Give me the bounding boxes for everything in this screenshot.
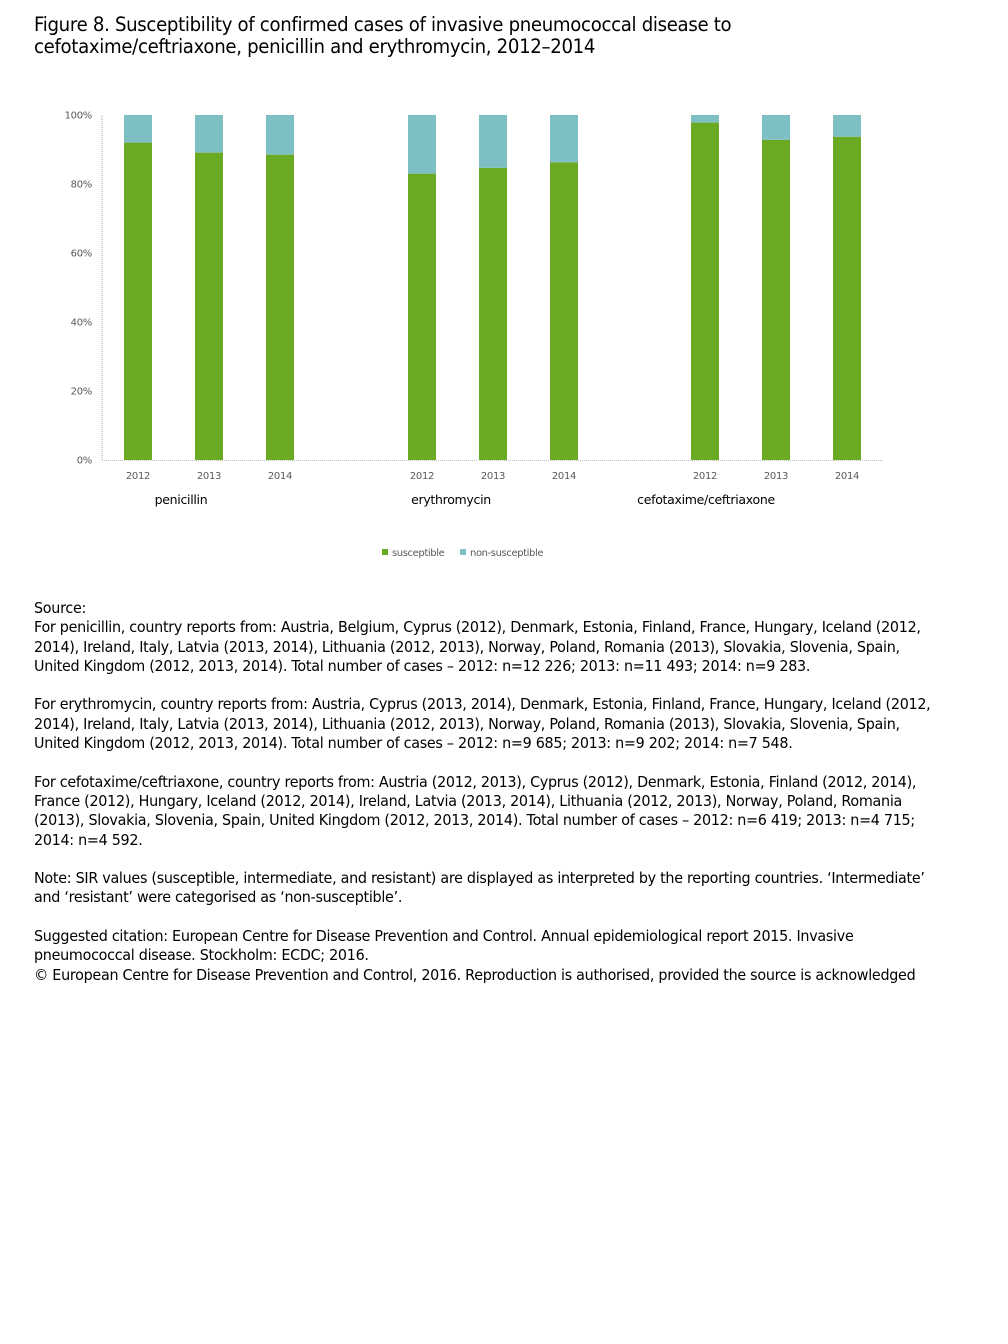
group-label: penicillin [154,492,208,507]
citation-paragraph [34,927,974,985]
penicillin-note-line: 2014), Ireland, Italy, Latvia (2013, 2014), Lithuania (2012, 2013), Norway, Poland, Romania (2013), Slovakia, Slovenia, Spain, [34,637,900,656]
y-tick-label: 60% [70,248,92,260]
bar-non-susceptible [266,115,294,155]
group-label: cefotaxime/ceftriaxone [637,492,775,507]
bar-non-susceptible [479,115,507,168]
bar-susceptible [691,123,719,460]
chart-canvas [0,90,1008,580]
x-tick-label: 2013 [480,471,506,482]
penicillin-note-line: United Kingdom (2012, 2013, 2014). Total number of cases – 2012: n=12 226; 2013: n=11 493; 2014: n=9 283. [34,656,811,675]
y-tick-label: 100% [64,110,92,122]
legend-label-non-susceptible: non-susceptible [470,548,544,559]
cefotaxime-paragraph [34,773,974,850]
y-tick-label: 40% [70,317,92,329]
source-paragraph [34,599,974,676]
bar-susceptible [266,155,294,460]
y-tick-label: 20% [70,386,92,398]
bar-susceptible [124,143,152,460]
x-tick-label: 2014 [267,471,293,482]
sir-note-line: Note: SIR values (susceptible, intermediate, and resistant) are displayed as interpreted by the reporting countries. ‘Intermediate’ [34,869,925,888]
bar-susceptible [195,153,223,460]
bar-susceptible [408,174,436,460]
x-tick-label: 2014 [551,471,577,482]
bar-non-susceptible [833,115,861,137]
group-label: erythromycin [411,492,491,507]
bar-non-susceptible [195,115,223,153]
bar-non-susceptible [691,115,719,123]
x-tick-label: 2013 [196,471,222,482]
copyright-line: © European Centre for Disease Prevention and Control, 2016. Reproduction is authorised, provided the source is acknowledged [34,965,916,984]
bar-susceptible [479,168,507,460]
cefotaxime-note-line: 2014: n=4 592. [34,830,143,849]
x-tick-label: 2012 [125,471,151,482]
sir-note-paragraph [34,869,974,908]
bar-non-susceptible [124,115,152,143]
bar-non-susceptible [550,115,578,162]
cefotaxime-note-line: (2013), Slovakia, Slovenia, Spain, United Kingdom (2012, 2013, 2014). Total number of cases – 2012: n=6 419; 2013: n=4 715; [34,811,915,830]
x-tick-label: 2012 [409,471,435,482]
citation-line: Suggested citation: European Centre for Disease Prevention and Control. Annual epidemiological report 2015. Invasive [34,927,854,946]
sir-note-line: and ‘resistant’ were categorised as ‘non-susceptible’. [34,888,403,907]
legend-swatch-non-susceptible [460,549,466,555]
figure-title-line-2: cefotaxime/ceftriaxone, penicillin and erythromycin, 2012–2014 [34,35,596,58]
x-tick-label: 2014 [834,471,860,482]
legend-label-susceptible: susceptible [392,548,445,559]
figure-title [34,14,871,58]
x-tick-label: 2013 [763,471,789,482]
y-tick-label: 0% [76,455,92,467]
bar-non-susceptible [408,115,436,174]
erythromycin-paragraph [34,695,974,753]
erythromycin-note-line: For erythromycin, country reports from: Austria, Cyprus (2013, 2014), Denmark, Estonia, Finland, France, Hungary, Iceland (2012, [34,695,931,714]
y-tick-label: 80% [70,179,92,191]
bar-susceptible [550,162,578,460]
cefotaxime-note-line: France (2012), Hungary, Iceland (2012, 2014), Ireland, Latvia (2013, 2014), Lithuania (2012, 2013), Norway, Poland, Romania [34,791,903,810]
bar-non-susceptible [762,115,790,140]
stacked-bar-chart [0,90,1008,580]
source-label: Source: [34,599,87,617]
bar-susceptible [762,140,790,460]
erythromycin-note-line: United Kingdom (2012, 2013, 2014). Total number of cases – 2012: n=9 685; 2013: n=9 202; 2014: n=7 548. [34,734,793,753]
cefotaxime-note-line: For cefotaxime/ceftriaxone, country reports from: Austria (2012, 2013), Cyprus (2012), Denmark, Estonia, Finland (2012, 2014), [34,772,917,791]
legend-swatch-susceptible [382,549,388,555]
x-tick-label: 2012 [692,471,718,482]
erythromycin-note-line: 2014), Ireland, Italy, Latvia (2013, 2014), Lithuania (2012, 2013), Norway, Poland, Romania (2013), Slovakia, Slovenia, Spain, [34,714,900,733]
bar-susceptible [833,137,861,460]
figure-notes [34,599,974,985]
figure-title-line-1: Figure 8. Susceptibility of confirmed cases of invasive pneumococcal disease to [34,13,732,36]
citation-line: pneumococcal disease. Stockholm: ECDC; 2016. [34,946,369,965]
penicillin-note-line: For penicillin, country reports from: Austria, Belgium, Cyprus (2012), Denmark, Estonia, Finland, France, Hungary, Iceland (2012, [34,618,921,637]
